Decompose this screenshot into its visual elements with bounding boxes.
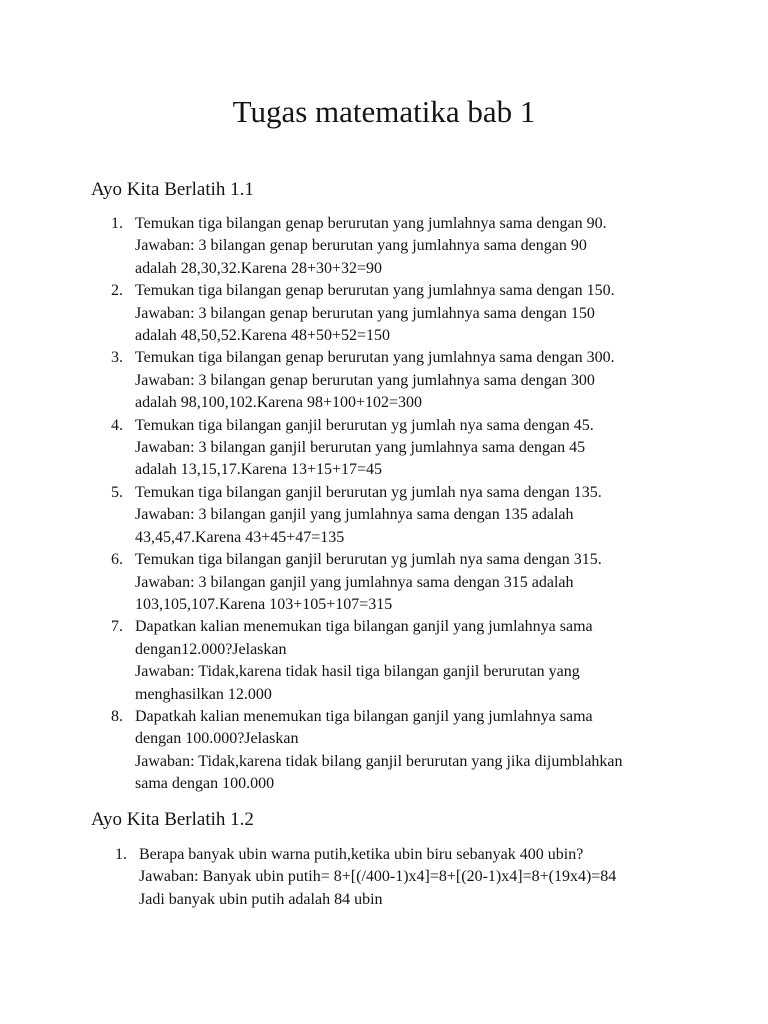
list-item	[0, 844, 699, 911]
item-number: 4.	[111, 416, 123, 434]
item-line: Jawaban: Banyak ubin putih= 8+[(/400-1)x4]=8+[(20-1)x4]=8+(19x4)=84	[139, 868, 617, 886]
item-line: Jadi banyak ubin putih adalah 84 ubin	[139, 890, 383, 908]
item-line: sama dengan 100.000	[135, 775, 275, 793]
list-item	[0, 280, 695, 347]
item-line: 43,45,47.Karena 43+45+47=135	[135, 528, 345, 546]
item-line: Temukan tiga bilangan genap berurutan yang jumlahnya sama dengan 150.	[135, 282, 615, 300]
item-line: Berapa banyak ubin warna putih,ketika ubin biru sebanyak 400 ubin?	[139, 846, 584, 863]
item-line: Jawaban: 3 bilangan ganjil yang jumlahnya sama dengan 135 adalah	[135, 506, 574, 524]
item-line: Jawaban: 3 bilangan ganjil berurutan yang jumlahnya sama dengan 45	[135, 439, 586, 457]
item-line: Dapatkan kalian menemukan tiga bilangan ganjil yang jumlahnya sama	[135, 618, 593, 636]
item-line: Temukan tiga bilangan ganjil berurutan yg jumlah nya sama dengan 315.	[135, 551, 602, 569]
item-line: adalah 13,15,17.Karena 13+15+17=45	[135, 461, 383, 479]
item-line: Jawaban: Tidak,karena tidak hasil tiga bilangan ganjil berurutan yang	[135, 663, 580, 681]
item-number: 7.	[111, 618, 123, 636]
item-line: 103,105,107.Karena 103+105+107=315	[135, 595, 393, 613]
list-item	[0, 706, 695, 796]
item-line: Jawaban: 3 bilangan genap berurutan yang jumlahnya sama dengan 90	[135, 237, 587, 255]
item-line: Jawaban: 3 bilangan genap berurutan yang jumlahnya sama dengan 300	[135, 371, 595, 389]
list-item	[0, 482, 695, 549]
list-item	[0, 549, 695, 616]
item-number: 3.	[111, 349, 123, 367]
item-line: Temukan tiga bilangan genap berurutan yang jumlahnya sama dengan 90.	[135, 215, 607, 232]
item-line: adalah 28,30,32.Karena 28+30+32=90	[135, 259, 383, 277]
item-line: Jawaban: 3 bilangan ganjil yang jumlahnya sama dengan 315 adalah	[135, 573, 574, 591]
item-number: 6.	[111, 551, 123, 569]
item-line: Jawaban: 3 bilangan genap berurutan yang jumlahnya sama dengan 150	[135, 304, 595, 322]
exercise-list-1-2	[0, 844, 699, 911]
item-line: Dapatkah kalian menemukan tiga bilangan ganjil yang jumlahnya sama	[135, 707, 593, 725]
list-item	[0, 213, 695, 280]
item-line: dengan12.000?Jelaskan	[135, 640, 287, 658]
item-number: 1.	[111, 215, 123, 232]
item-line: menghasilkan 12.000	[135, 685, 272, 703]
section-heading-1-2: Ayo Kita Berlatih 1.2	[91, 809, 254, 830]
item-line: Jawaban: Tidak,karena tidak bilang ganjil berurutan yang jika dijumblahkan	[135, 752, 623, 770]
item-number: 2.	[111, 282, 123, 300]
item-line: Temukan tiga bilangan genap berurutan yang jumlahnya sama dengan 300.	[135, 349, 615, 367]
item-number: 8.	[111, 707, 123, 725]
section-heading-1-1: Ayo Kita Berlatih 1.1	[91, 179, 254, 200]
list-item	[0, 347, 695, 414]
item-number: 5.	[111, 483, 123, 501]
item-line: dengan 100.000?Jelaskan	[135, 730, 299, 748]
item-line: Temukan tiga bilangan ganjil berurutan yg jumlah nya sama dengan 135.	[135, 483, 602, 501]
item-line: Temukan tiga bilangan ganjil berurutan yg jumlah nya sama dengan 45.	[135, 416, 594, 434]
exercise-list-1-1	[0, 213, 695, 796]
item-line: adalah 98,100,102.Karena 98+100+102=300	[135, 394, 423, 412]
list-item	[0, 415, 695, 482]
page-title: Tugas matematika bab 1	[232, 94, 536, 129]
item-line: adalah 48,50,52.Karena 48+50+52=150	[135, 327, 391, 345]
list-item	[0, 616, 695, 706]
item-number: 1.	[115, 846, 127, 863]
